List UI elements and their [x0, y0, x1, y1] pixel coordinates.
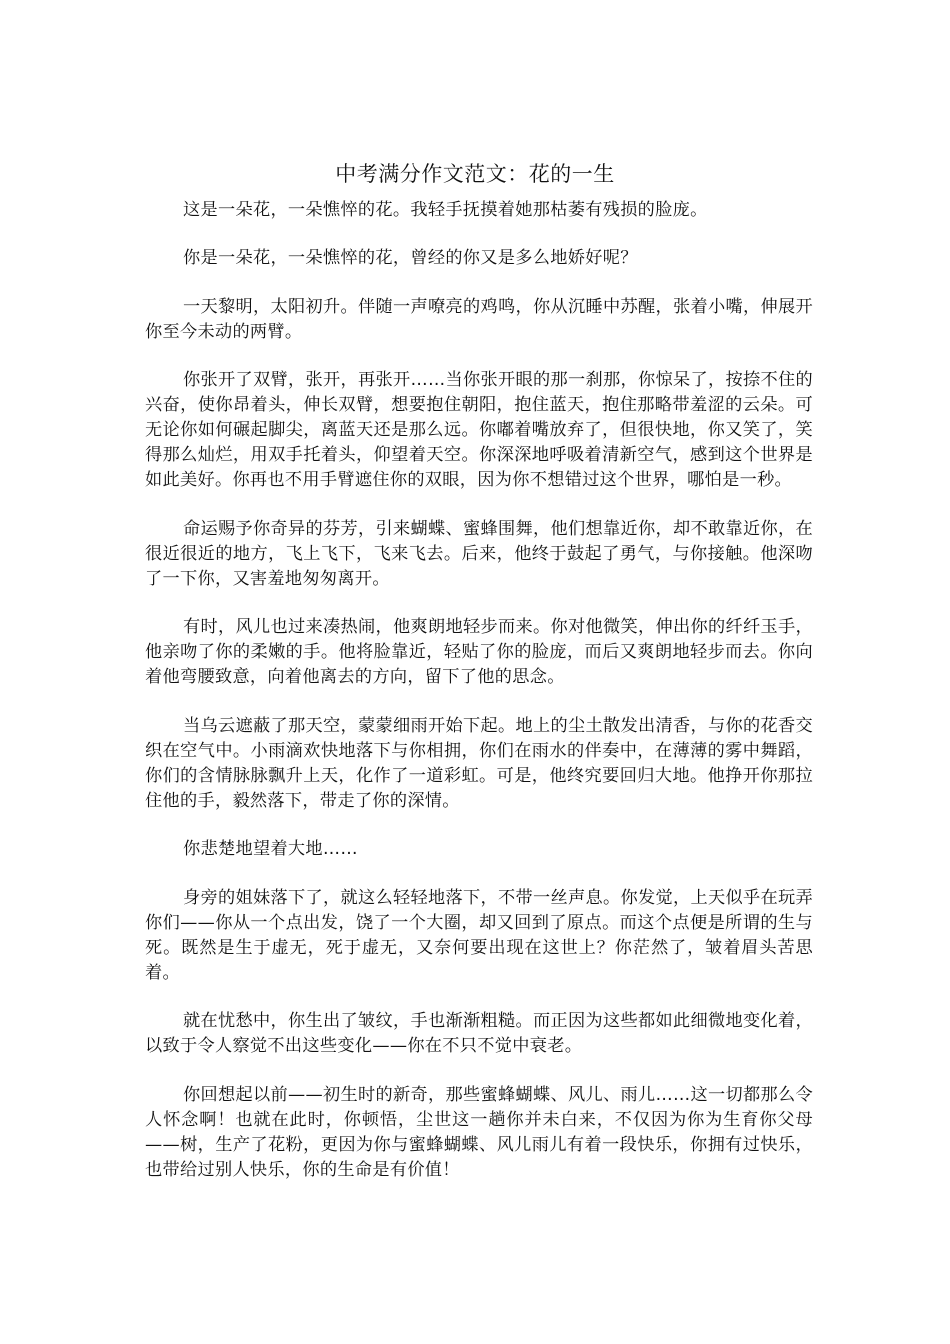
- paragraph: 有时，风儿也过来凑热闹，他爽朗地轻步而来。你对他微笑，伸出你的纤纤玉手，他亲吻了你的柔嫩的手。他将脸靠近，轻贴了你的脸庞，而后又爽朗地轻步而去。你向着他弯腰致意，向着他离去的方向，留下了他的思念。: [145, 617, 813, 687]
- paragraph: 身旁的姐妹落下了，就这么轻轻地落下，不带一丝声息。你发觉，上天似乎在玩弄你们——你从一个点出发，饶了一个大圈，却又回到了原点。而这个点便是所谓的生与死。既然是生于虚无，死于虚无，又奈何要出现在这世上？你茫然了，皱着眉头苦思着。: [145, 887, 813, 983]
- paragraph: 这是一朵花，一朵憔悴的花。我轻手抚摸着她那枯萎有残损的脸庞。: [183, 200, 708, 220]
- paragraph: 你张开了双臂，张开，再张开……当你张开眼的那一刹那，你惊呆了，按捺不住的兴奋，使你昂着头，伸长双臂，想要抱住朝阳，抱住蓝天，抱住那略带羞涩的云朵。可无论你如何碾起脚尖，离蓝天还是那么远。你嘟着嘴放弃了，但很快地，你又笑了，笑得那么灿烂，用双手托着头，仰望着天空。你深深地呼吸着清新空气，感到这个世界是如此美好。你再也不用手臂遮住你的双眼，因为你不想错过这个世界，哪怕是一秒。: [145, 370, 813, 490]
- essay-body: [145, 198, 813, 1206]
- paragraph: 你悲楚地望着大地……: [183, 839, 358, 859]
- page-title: 中考满分作文范文：花的一生: [335, 162, 615, 186]
- paragraph: 就在忧愁中，你生出了皱纹，手也渐渐粗糙。而正因为这些都如此细微地变化着，以致于令人察觉不出这些变化——你在不只不觉中衰老。: [145, 1011, 813, 1056]
- paragraph: 当乌云遮蔽了那天空，蒙蒙细雨开始下起。地上的尘土散发出清香，与你的花香交织在空气中。小雨滴欢快地落下与你相拥，你们在雨水的伴奏中，在薄薄的雾中舞蹈，你们的含情脉脉飘升上天，化作了一道彩虹。可是，他终究要回归大地。他挣开你那拉住他的手，毅然落下，带走了你的深情。: [145, 715, 813, 811]
- paragraph: 命运赐予你奇异的芬芳，引来蝴蝶、蜜蜂围舞，他们想靠近你，却不敢靠近你，在很近很近的地方，飞上飞下，飞来飞去。后来，他终于鼓起了勇气，与你接触。他深吻了一下你，又害羞地匆匆离开。: [145, 518, 813, 589]
- paragraph: 你是一朵花，一朵憔悴的花，曾经的你又是多么地娇好呢？: [183, 248, 638, 268]
- paragraph: 一天黎明，太阳初升。伴随一声嘹亮的鸡鸣，你从沉睡中苏醒，张着小嘴，伸展开你至今未动的两臂。: [145, 296, 813, 342]
- paragraph: 你回想起以前——初生时的新奇，那些蜜蜂蝴蝶、风儿、雨儿……这一切都那么令人怀念啊！也就在此时，你顿悟，尘世这一趟你并未白来，不仅因为你为生育你父母——树，生产了花粉，更因为你与蜜蜂蝴蝶、风儿雨儿有着一段快乐，你拥有过快乐，也带给过别人快乐，你的生命是有价值！: [145, 1084, 813, 1180]
